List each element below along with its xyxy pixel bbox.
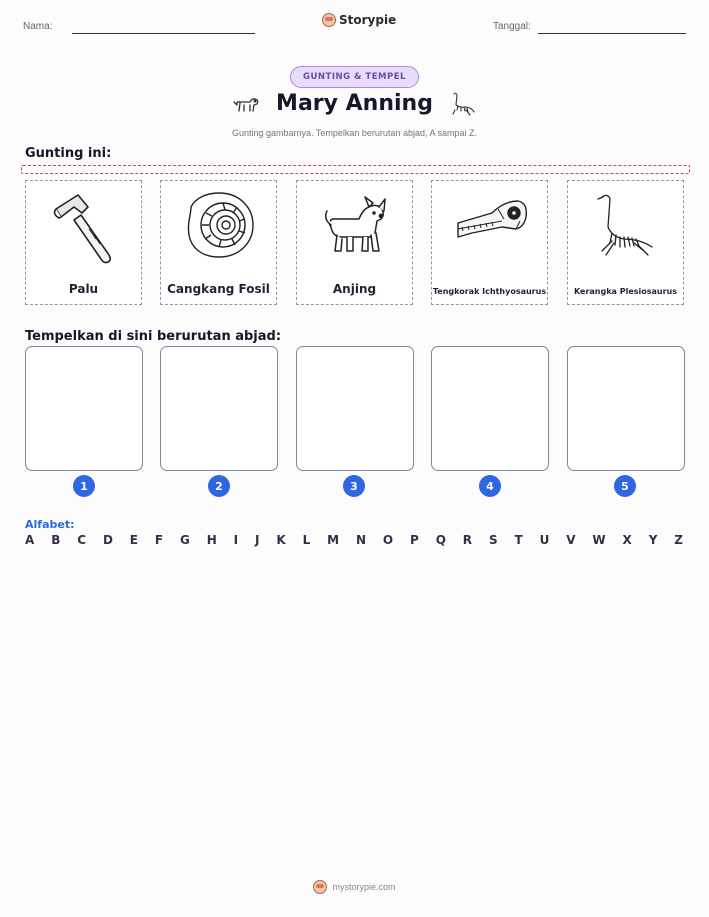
cut-section-label: Gunting ini: bbox=[25, 146, 112, 161]
cut-card-ichthyosaurus-skull[interactable] bbox=[431, 180, 548, 305]
alphabet-letter: A bbox=[25, 533, 35, 547]
name-label: Nama: bbox=[23, 21, 53, 32]
slot-number-badge: 4 bbox=[479, 475, 501, 497]
alphabet-letter: I bbox=[233, 533, 239, 547]
cut-card-ammonite[interactable] bbox=[160, 180, 277, 305]
slot-number-badge: 2 bbox=[208, 475, 230, 497]
activity-tag: GUNTING & TEMPEL bbox=[290, 66, 419, 88]
paste-box-2[interactable] bbox=[160, 346, 278, 471]
name-line[interactable] bbox=[72, 33, 255, 34]
footer bbox=[0, 880, 709, 894]
slot-number-badge: 5 bbox=[614, 475, 636, 497]
alphabet-letter: X bbox=[622, 533, 632, 547]
cut-card-plesiosaurus-skeleton[interactable] bbox=[567, 180, 684, 305]
alphabet-letter: G bbox=[179, 533, 190, 547]
slot-number-badge: 1 bbox=[73, 475, 95, 497]
instructions: Gunting gambarnya. Tempelkan berurutan abjad, A sampai Z. bbox=[232, 128, 477, 138]
ichthyosaurus-skull-icon bbox=[432, 187, 549, 267]
paste-box-1[interactable] bbox=[25, 346, 143, 471]
paste-box-4[interactable] bbox=[431, 346, 549, 471]
date-label: Tanggal: bbox=[493, 21, 531, 32]
plesiosaurus-skeleton-icon bbox=[568, 187, 685, 267]
mascot-icon bbox=[322, 13, 336, 27]
alphabet-letter: R bbox=[462, 533, 473, 547]
alphabet-letter: N bbox=[355, 533, 367, 547]
cut-card-hammer[interactable] bbox=[25, 180, 142, 305]
alphabet-letter: L bbox=[302, 533, 311, 547]
alphabet-letter: E bbox=[129, 533, 138, 547]
card-label: Anjing bbox=[332, 282, 377, 296]
alphabet-letter: M bbox=[327, 533, 340, 547]
alphabet-letter: Q bbox=[435, 533, 446, 547]
alphabet-letter: S bbox=[488, 533, 498, 547]
footer-url[interactable]: mystorypie.com bbox=[332, 882, 396, 892]
card-label: Kerangka Plesiosaurus bbox=[573, 287, 678, 296]
alphabet-label: Alfabet: bbox=[25, 518, 75, 531]
card-label: Palu bbox=[68, 282, 99, 296]
date-line[interactable] bbox=[538, 33, 686, 34]
paste-box-5[interactable] bbox=[567, 346, 685, 471]
paste-section-label: Tempelkan di sini berurutan abjad: bbox=[25, 329, 282, 344]
alphabet-letter: U bbox=[539, 533, 550, 547]
alphabet-letter: Z bbox=[674, 533, 683, 547]
alphabet-letter: K bbox=[276, 533, 286, 547]
alphabet-letter: O bbox=[382, 533, 394, 547]
alphabet-letter: Y bbox=[648, 533, 658, 547]
cut-line bbox=[21, 165, 690, 174]
alphabet-letter: P bbox=[410, 533, 419, 547]
alphabet-letter: T bbox=[514, 533, 523, 547]
brand-name: Storypie bbox=[339, 13, 397, 27]
mascot-icon bbox=[313, 880, 327, 894]
brand-logo bbox=[322, 13, 396, 27]
alphabet-letter: J bbox=[255, 533, 260, 547]
skeleton-decoration-icon bbox=[446, 90, 476, 120]
card-label: Tengkorak Ichthyosaurus bbox=[432, 287, 547, 296]
paste-box-3[interactable] bbox=[296, 346, 414, 471]
alphabet-letter: F bbox=[154, 533, 164, 547]
ammonite-icon bbox=[161, 187, 278, 267]
alphabet-letter: B bbox=[51, 533, 61, 547]
alphabet-letter: D bbox=[102, 533, 113, 547]
slot-number-badge: 3 bbox=[343, 475, 365, 497]
card-label: Cangkang Fosil bbox=[167, 282, 270, 296]
alphabet-letter: W bbox=[592, 533, 606, 547]
alphabet-letter: V bbox=[566, 533, 576, 547]
alphabet-letter: H bbox=[206, 533, 217, 547]
alphabet-letter: C bbox=[77, 533, 87, 547]
page-title: Mary Anning bbox=[276, 91, 433, 116]
hammer-icon bbox=[26, 187, 143, 267]
cut-card-dog[interactable] bbox=[296, 180, 413, 305]
dog-icon bbox=[297, 187, 414, 267]
alphabet-row bbox=[25, 533, 683, 547]
